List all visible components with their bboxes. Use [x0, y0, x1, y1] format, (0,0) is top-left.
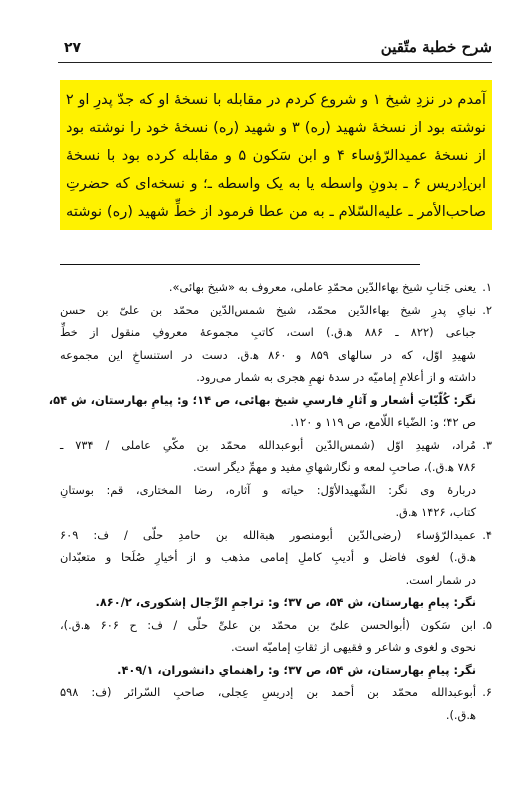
footnote-line: نیایِ پدرِ شیخ بهاءالدّین محمّد، شیخ شمس‌الدّین محمّد بن علیّ بن حسن [60, 302, 476, 317]
footnote-number: ۳. [482, 437, 492, 452]
footnote-divider [60, 264, 420, 265]
footnote-line: ۷۸۶ ﻫ.ق.)، صاحبِ لمعه و نگارشهایِ مفید و مهمِّ دیگر است. [193, 460, 476, 474]
footnotes [48, 276, 492, 726]
footnote-line: ﻫ.ق.). [445, 707, 476, 722]
footnote-line: مُراد، شهیدِ اوّل (شمس‌الدّین أبوعبدالله محمّد بن مکّیِ عاملی / ۷۳۴ ـ [60, 437, 476, 452]
footnote-line: دربارهٔ وی نگر: الشّهیدالأوّل: حیاته و آثاره، رضا المختاری، قم: بوستانِ [60, 482, 476, 497]
footnote [60, 524, 492, 614]
footnote-line: جباعی (۸۲۲ ـ ۸۸۶ ﻫ.ق.) است، کاتبِ مجموعهٔ معروفِ منقول از خطِّ [60, 325, 476, 339]
running-title: شرح خطبة متّقين [380, 38, 492, 56]
footnote-number: ۴. [482, 527, 492, 542]
main-text-line: از نسخهٔ عمیدالرّؤساء ۴ و ابن سَکون ۵ و مقابله کرده بود با نسخهٔ [66, 147, 486, 164]
footnote-line: عمیدالرّؤساء (رضی‌الدّین أبومنصور هبةالله بن حامدِ حلّی / ف: ۶۰۹ [60, 527, 476, 542]
footnote-line: یعنی جَنابِ شیخ بهاءالدّین محمّدِ عاملی، معروف به «شیخ بهائی». [168, 280, 476, 294]
footnote-citation: نگر: کُلّیّاتِ أشعار و آثارِ فارسیِ شیخ بهائی، ص ۱۴؛ و: پیامِ بهارستان، ش ۵۴، [48, 392, 476, 407]
page-number: ۲۷ [64, 40, 82, 56]
footnote-line: ﻫ.ق.) لغوی فاضل و أدیبِ کاملِ إمامی مذهب و از أخیارِ صُلَحا و متعبّدان [60, 550, 476, 564]
main-text-line: صاحب‌الأمر ـ علیه‌السّلام ـ به من عطا فرمود از خطِّ شهید (ره) نوشته [66, 203, 486, 220]
footnote [60, 681, 492, 726]
footnote-citation: ص ۴۲؛ و: الضّیاء اللّامع، ص ۱۱۹ و ۱۲۰. [290, 415, 476, 429]
footnote-line: کتاب، ۱۴۲۶ ﻫ.ق. [395, 505, 476, 519]
footnote-number: ۲. [482, 302, 492, 317]
footnote-citation: نگر: پیامِ بهارستان، ش ۵۴، ص ۳۷؛ و: تراجمِ الرِّجال إشکوری، ۸۶۰/۲. [95, 595, 476, 609]
footnote [60, 276, 492, 299]
main-text-line: آمدم در نزدِ شیخ ۱ و شروع کردم در مقابله با نسخهٔ او که جدّ پدرِ او ۲ [65, 91, 486, 108]
main-text-line: نوشته بود از نسخهٔ شهید (ره) ۳ و شهید (ره) نسخهٔ خود را نوشته بود [66, 119, 486, 136]
footnote-number: ۱. [482, 280, 492, 294]
footnote-line: أبوعبدالله محمّد بن أحمد بن إدریسِ عِجلی، صاحبِ السّرائر (ف: ۵۹۸ [60, 685, 476, 699]
highlighted-main-text [60, 80, 492, 230]
footnote-line: در شمار است. [405, 572, 476, 587]
footnote [60, 434, 492, 524]
page-header [58, 36, 492, 63]
footnote-number: ۵. [482, 617, 492, 632]
footnote [48, 299, 492, 434]
main-text-line: ابن‌اِدریس ۶ ـ بدونِ واسطه یا به یک واسطه ـ؛ و نسخه‌ای که حضرتِ [66, 175, 486, 192]
footnote-line: شهیدِ اوّل، که در سالهای ۸۵۹ و ۸۶۰ ﻫ.ق. دست در استنساخِ این مجموعه [60, 347, 476, 362]
footnote-number: ۶. [482, 685, 492, 699]
footnote-line: نحوی و لغوی و شاعر و فقیهی از ثقاتِ إمامیّه است. [231, 640, 476, 654]
footnote-line: ابن سَکون (أبوالحسن علیّ بن محمّد بن علیِّ حلّی / ف: ح ۶۰۶ ﻫ.ق.)، [60, 617, 477, 632]
footnote-citation: نگر: پیامِ بهارستان، ش ۵۴، ص ۳۷؛ و: راهنمایِ دانشوران، ۴۰۹/۱. [117, 662, 476, 677]
footnote [60, 614, 492, 682]
footnote-line: داشته و از أعلامِ إمامیّه در سدهٔ نهمِ هجری به شمار می‌رود. [196, 370, 476, 384]
